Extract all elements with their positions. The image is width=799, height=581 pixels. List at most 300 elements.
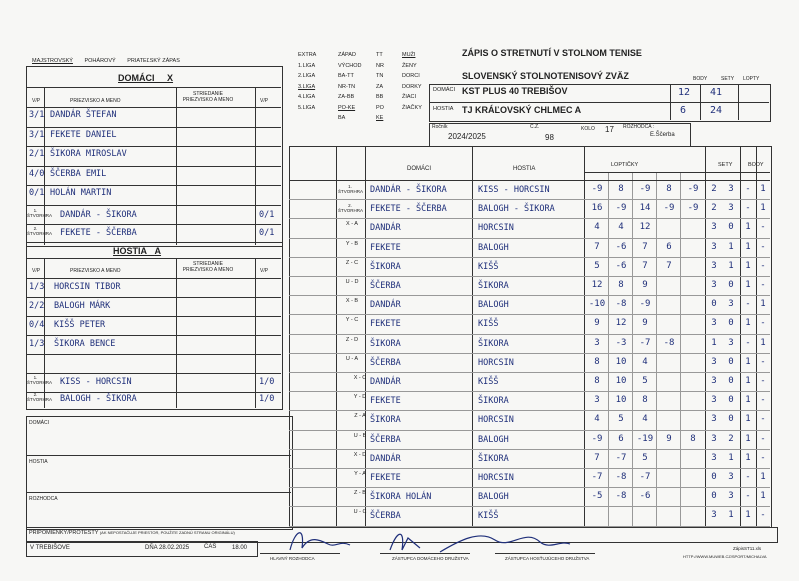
match-sets-home: 2 xyxy=(711,184,717,194)
match-home-player: ŠIKORA HOLÁN xyxy=(370,492,432,503)
teams-col-line xyxy=(700,84,701,120)
away-player-score: 1/3 xyxy=(29,282,45,292)
league-option: PO xyxy=(376,104,384,111)
away-title: HOSTIA A xyxy=(113,246,162,256)
cz-label: Č.Z. xyxy=(530,124,540,130)
match-points-away: - xyxy=(760,222,766,233)
match-row-line xyxy=(289,295,770,296)
league-option: BA xyxy=(338,115,346,121)
match-row-line xyxy=(289,372,770,373)
match-sets-away: 0 xyxy=(728,395,734,406)
match-points-away: - xyxy=(760,433,766,444)
match-points-home: - xyxy=(745,184,751,194)
match-sets-home: 3 xyxy=(711,452,717,463)
competition-priatelsky: PRIATEĽSKÝ ZÁPAS xyxy=(127,58,180,64)
match-away-player: KIŠŠ xyxy=(478,261,499,272)
match-points-away: - xyxy=(760,318,766,329)
home-col-name: PRIEZVISKO A MENO xyxy=(70,98,121,104)
match-game-score: 4 xyxy=(642,356,648,367)
match-row-line xyxy=(289,391,770,392)
home-row-line xyxy=(26,185,281,186)
away-row-line xyxy=(26,335,281,336)
match-sets-home: 0 xyxy=(711,299,717,310)
match-game-score: -9 xyxy=(615,203,627,214)
matches-sub-col-line xyxy=(680,172,681,526)
match-row-line xyxy=(289,218,770,219)
match-points-home: - xyxy=(745,472,751,482)
home-row-line xyxy=(26,166,281,167)
matches-col-line xyxy=(365,146,366,526)
match-code: Z - D xyxy=(345,336,359,343)
match-sets-home: 3 xyxy=(711,241,717,252)
home-label: DOMÁCI xyxy=(433,87,455,93)
match-game-score: 8 xyxy=(666,184,672,194)
notes-line xyxy=(26,492,291,493)
match-game-score: 10 xyxy=(615,356,627,367)
notes-line xyxy=(26,455,291,456)
home-title: DOMÁCI X xyxy=(118,73,174,83)
away-doubles-name: BALOGH - ŠIKORA xyxy=(60,394,137,404)
home-player-name: FEKETE DANIEL xyxy=(50,129,117,140)
match-game-score: -9 xyxy=(687,184,699,194)
col-lopty: LOPTY xyxy=(743,76,760,82)
match-game-score: 16 xyxy=(591,203,603,214)
matches-col-body: BODY xyxy=(748,162,764,168)
home-body: 12 xyxy=(678,87,691,98)
match-game-score: -8 xyxy=(615,472,627,482)
match-row-line xyxy=(289,314,770,315)
match-points-home: 1 xyxy=(745,452,751,463)
match-away-player: ŠIKORA xyxy=(478,338,509,349)
match-sets-away: 0 xyxy=(728,356,734,367)
match-game-score: -7 xyxy=(639,337,651,348)
match-home-player: DANDÁR - ŠIKORA xyxy=(370,185,447,195)
match-points-home: - xyxy=(745,299,751,310)
match-game-score: 7 xyxy=(642,241,648,252)
match-points-away: - xyxy=(760,241,766,252)
match-row-line xyxy=(289,468,770,469)
away-player-score: 1/3 xyxy=(29,339,45,349)
match-away-player: ŠIKORA xyxy=(478,281,509,291)
match-game-score: -9 xyxy=(639,184,651,194)
home-doubles-label: 2. ŠTVORHRA xyxy=(27,226,53,236)
away-body: 6 xyxy=(680,105,687,116)
match-sets-away: 3 xyxy=(728,184,734,194)
away-player-name: HORCSIN TIBOR xyxy=(54,282,121,292)
cz-value: 98 xyxy=(545,133,554,142)
away-row-line xyxy=(26,316,281,317)
away-row-line xyxy=(26,373,281,374)
match-points-away: - xyxy=(760,280,766,290)
home-player-score: 4/0 xyxy=(29,168,45,179)
away-player-name: ŠIKORA BENCE xyxy=(54,339,116,349)
match-sets-home: 3 xyxy=(711,318,717,329)
home-doubles-name: FEKETE - ŠČERBA xyxy=(60,228,137,238)
match-points-home: 1 xyxy=(745,241,751,252)
match-game-score: -9 xyxy=(591,184,603,194)
rozhodca-value: E.Ščerba xyxy=(650,132,675,138)
match-away-player: HORCSIN xyxy=(478,473,514,483)
away-doubles-score: 1/0 xyxy=(259,394,275,404)
match-sets-away: 1 xyxy=(728,510,734,521)
match-away-player: BALOGH xyxy=(478,434,509,445)
match-code: X - D xyxy=(353,451,367,458)
home-col-vp2: V/P xyxy=(260,98,269,104)
league-option: EXTRA xyxy=(298,52,317,58)
home-player-score: 0/1 xyxy=(29,188,45,198)
rocnik-value: 2024/2025 xyxy=(448,132,486,141)
home-doubles-score: 0/1 xyxy=(259,210,275,220)
match-home-player: ŠČERBA xyxy=(370,357,401,368)
match-sets-home: 3 xyxy=(711,222,717,233)
signature-away xyxy=(440,536,570,552)
match-game-score: 7 xyxy=(642,260,648,271)
match-game-score: 7 xyxy=(594,452,600,463)
match-row-line xyxy=(289,257,770,258)
matches-col-line xyxy=(472,146,473,526)
away-row-line xyxy=(26,392,281,393)
league-option: 1.LIGA xyxy=(298,62,316,69)
match-home-player: ŠČERBA xyxy=(370,511,401,522)
match-away-player: ŠIKORA xyxy=(478,396,509,407)
match-game-score: -8 xyxy=(663,337,675,348)
footer-time: ČAS xyxy=(204,544,217,550)
league-option: ŽIACI xyxy=(402,94,417,100)
competition-poharovy: POHÁROVÝ xyxy=(84,58,116,64)
match-game-score: 8 xyxy=(642,395,648,406)
match-away-player: KIŠŠ xyxy=(478,319,499,330)
match-home-player: DANDÁR xyxy=(370,300,401,311)
match-game-score: 4 xyxy=(618,222,624,233)
match-game-score: 10 xyxy=(615,376,627,386)
home-sety: 41 xyxy=(710,87,723,98)
home-doubles-score: 0/1 xyxy=(259,228,275,238)
away-doubles-label: 2. ŠTVORHRA xyxy=(27,392,53,402)
form-code: ZápisST11.xls xyxy=(733,546,762,551)
footer-date: DŇA 28.02.2025 xyxy=(145,545,190,551)
match-game-score: -5 xyxy=(591,491,603,502)
match-game-score: 9 xyxy=(666,433,672,444)
home-player-score: 2/1 xyxy=(29,149,45,159)
home-doubles-label: 1. ŠTVORHRA xyxy=(27,208,53,218)
match-points-home: - xyxy=(745,203,751,214)
match-game-score: -3 xyxy=(615,337,627,348)
match-home-player: FEKETE xyxy=(370,396,401,407)
match-game-score: 12 xyxy=(591,280,603,290)
signature-home xyxy=(390,534,420,550)
match-points-away: - xyxy=(760,395,766,406)
protest-label: PRIPOMIENKY/PROTESTY (AK NEPOSTAČUJE PRIESTOR, POUŽITE ZADNÚ STRANU ORIGINÁLU) xyxy=(29,530,235,536)
match-code: U - B xyxy=(353,432,367,439)
match-points-away: - xyxy=(760,260,766,271)
match-sets-away: 3 xyxy=(728,491,734,502)
competition-majstrovsky: MAJSTROVSKÝ xyxy=(32,58,73,64)
home-row-line xyxy=(26,224,281,225)
match-points-home: 1 xyxy=(745,280,751,290)
away-row-line xyxy=(26,354,281,355)
match-row-line xyxy=(289,199,770,200)
match-game-score: 8 xyxy=(618,184,624,194)
matches-sub-col-line xyxy=(656,172,657,526)
union-name: SLOVENSKÝ STOLNOTENISOVÝ ZVÄZ xyxy=(462,71,629,81)
league-option: TN xyxy=(376,73,384,79)
form-url: HTTP://WWW.MUWEB.CZ/SPORT/MICHALVA xyxy=(683,554,767,559)
match-sets-away: 0 xyxy=(728,414,734,425)
rozhodca-label: ROZHODCA : xyxy=(623,124,655,130)
match-home-player: DANDÁR xyxy=(370,223,401,234)
match-home-player: FEKETE xyxy=(370,473,401,483)
kolo-label: KOLO xyxy=(581,126,595,132)
match-game-score: -8 xyxy=(615,299,627,310)
notes-hostia: HOSTIA xyxy=(29,459,48,465)
match-game-score: 7 xyxy=(666,260,672,271)
match-points-away: - xyxy=(760,414,766,425)
match-game-score: -7 xyxy=(639,472,651,482)
match-game-score: 9 xyxy=(642,318,648,329)
match-code: X - A xyxy=(346,221,358,228)
league-option: NR-TN xyxy=(338,83,356,90)
league-option: 4.LIGA xyxy=(298,94,316,100)
match-row-line xyxy=(289,410,770,411)
match-sets-away: 3 xyxy=(728,472,734,482)
away-col-line xyxy=(176,258,177,408)
matches-col-lopticky: LOPTIČKY xyxy=(611,162,639,168)
away-header-line xyxy=(26,258,281,259)
match-away-player: BALOGH xyxy=(478,300,509,311)
match-game-score: 5 xyxy=(642,376,648,386)
match-points-home: 1 xyxy=(745,395,751,406)
league-option: BB xyxy=(376,94,384,100)
league-option: 5.LIGA xyxy=(298,104,316,111)
match-away-player: BALOGH - ŠIKORA xyxy=(478,204,555,215)
home-player-score: 3/1 xyxy=(29,110,45,120)
match-sets-home: 3 xyxy=(711,260,717,271)
away-col-name: PRIEZVISKO A MENO xyxy=(70,268,121,274)
league-option: ZÁPAD xyxy=(338,52,356,58)
match-away-player: HORCSIN xyxy=(478,415,514,426)
match-game-score: 8 xyxy=(594,356,600,367)
match-sets-away: 1 xyxy=(728,452,734,463)
match-code: Y - A xyxy=(354,471,366,477)
home-col-sub: STRIEDANIE PRIEZVISKO A MENO xyxy=(182,91,234,103)
match-game-score: 4 xyxy=(642,414,648,425)
match-sets-home: 3 xyxy=(711,395,717,406)
match-game-score: 9 xyxy=(594,318,600,329)
match-points-home: - xyxy=(745,337,751,348)
match-points-away: 1 xyxy=(760,472,766,482)
match-row-line xyxy=(289,526,770,527)
competition-types xyxy=(32,58,180,64)
match-row-line xyxy=(289,506,770,507)
match-sets-home: 1 xyxy=(711,337,717,348)
match-code: Y - C xyxy=(345,317,359,324)
match-game-score: -6 xyxy=(615,260,627,271)
match-points-home: 1 xyxy=(745,222,751,233)
match-away-player: KISS - HORCSIN xyxy=(478,185,550,195)
match-home-player: ŠIKORA xyxy=(370,415,401,426)
match-points-away: 1 xyxy=(760,203,766,214)
match-code: U - A xyxy=(345,355,359,362)
league-option: TT xyxy=(376,52,383,58)
away-doubles-label: 1. ŠTVORHRA xyxy=(27,375,53,385)
match-points-home: 1 xyxy=(745,376,751,386)
away-col-vp: V/P xyxy=(32,268,41,274)
match-row-line xyxy=(289,334,770,335)
match-sets-home: 3 xyxy=(711,414,717,425)
match-home-player: ŠIKORA xyxy=(370,261,401,272)
match-sets-away: 3 xyxy=(728,299,734,310)
match-sets-away: 3 xyxy=(728,203,734,214)
match-game-score: -9 xyxy=(591,433,603,444)
match-row-line xyxy=(289,487,770,488)
match-code: Y - D xyxy=(353,394,367,401)
match-code: 2. ŠTVORHRA xyxy=(338,203,364,214)
footer-time-value: 18.00 xyxy=(232,545,248,551)
league-option: 2.LIGA xyxy=(298,73,316,79)
kolo-value: 17 xyxy=(605,125,614,134)
match-away-player: ŠIKORA xyxy=(478,453,509,464)
page-title: ZÁPIS O STRETNUTÍ V STOLNOM TENISE xyxy=(462,48,642,58)
match-sets-home: 0 xyxy=(711,472,717,482)
home-row-line xyxy=(26,205,281,206)
home-doubles-name: DANDÁR - ŠIKORA xyxy=(60,210,137,220)
match-home-player: FEKETE xyxy=(370,319,401,330)
league-option: BA-TT xyxy=(338,73,354,79)
match-row-line xyxy=(289,430,770,431)
matches-sub-col-line xyxy=(608,172,609,526)
match-sets-home: 3 xyxy=(711,433,717,444)
home-player-name: DANDÁR ŠTEFAN xyxy=(50,110,117,120)
away-col-line xyxy=(44,258,45,408)
match-home-player: DANDÁR xyxy=(370,377,401,387)
match-code: Z - B xyxy=(354,490,366,497)
away-row-line xyxy=(26,297,281,298)
home-player-name: HOLÁN MARTIN xyxy=(50,188,112,198)
match-code: Z - A xyxy=(354,413,366,420)
match-points-away: - xyxy=(760,510,766,521)
match-home-player: ŠČERBA xyxy=(370,434,401,445)
match-points-home: 1 xyxy=(745,414,751,425)
league-option: ŽIAČKY xyxy=(402,104,422,111)
home-player-name: ŠČERBA EMIL xyxy=(50,168,107,179)
home-player-score: 3/1 xyxy=(29,129,45,140)
home-row-line xyxy=(26,146,281,147)
match-game-score: -9 xyxy=(687,203,699,214)
league-option: ZA-BB xyxy=(338,94,355,100)
matches-col-hostia: HOSTIA xyxy=(513,166,536,172)
match-game-score: 6 xyxy=(666,241,672,252)
home-col-line xyxy=(255,87,256,245)
match-game-score: 12 xyxy=(615,318,627,329)
league-option: ZA xyxy=(376,83,384,90)
match-game-score: -6 xyxy=(639,491,651,502)
match-points-away: 1 xyxy=(760,337,766,348)
match-game-score: 12 xyxy=(639,222,651,233)
match-code: 1. ŠTVORHRA xyxy=(338,184,364,194)
notes-box xyxy=(26,416,293,530)
match-points-home: 1 xyxy=(745,318,751,329)
match-game-score: 5 xyxy=(594,260,600,271)
away-player-score: 2/2 xyxy=(29,301,45,311)
match-sets-home: 0 xyxy=(711,491,717,502)
home-col-line xyxy=(176,87,177,245)
match-code: Z - C xyxy=(345,259,359,266)
match-game-score: 8 xyxy=(690,433,696,444)
match-row-line xyxy=(289,449,770,450)
home-header-line xyxy=(26,87,281,88)
match-sets-away: 0 xyxy=(728,280,734,290)
match-row-line xyxy=(289,238,770,239)
match-sets-home: 3 xyxy=(711,510,717,521)
match-game-score: 8 xyxy=(594,376,600,386)
match-game-score: -6 xyxy=(615,241,627,252)
match-sets-away: 0 xyxy=(728,376,734,386)
match-home-player: FEKETE - ŠČERBA xyxy=(370,204,447,215)
match-game-score: 8 xyxy=(618,280,624,290)
away-col-sub: STRIEDANIE PRIEZVISKO A MENO xyxy=(182,261,234,273)
match-sets-home: 3 xyxy=(711,376,717,386)
match-game-score: 5 xyxy=(642,452,648,463)
match-game-score: -19 xyxy=(636,433,654,444)
away-player-name: BALOGH MÁRK xyxy=(54,301,111,311)
match-sets-away: 0 xyxy=(728,318,734,329)
teams-col-line xyxy=(738,84,739,120)
match-game-score: 7 xyxy=(594,241,600,252)
matches-sub-col-line xyxy=(632,172,633,526)
sig-referee: HLAVNÝ ROZHODCA xyxy=(270,556,315,561)
match-home-player: ŠČERBA xyxy=(370,281,401,291)
away-row-line xyxy=(26,278,281,279)
league-option: VÝCHOD xyxy=(338,62,362,69)
sig-home: ZÁSTUPCA DOMÁCEHO DRUŽSTVA xyxy=(392,556,469,561)
match-away-player: HORCSIN xyxy=(478,223,514,234)
match-points-away: - xyxy=(760,356,766,367)
home-col-vp: V/P xyxy=(32,98,41,104)
league-option: NR xyxy=(376,62,384,69)
match-game-score: 6 xyxy=(618,433,624,444)
away-doubles-name: KISS - HORCSIN xyxy=(60,377,132,387)
match-home-player: ŠIKORA xyxy=(370,338,401,349)
matches-col-sety: SETY xyxy=(718,162,733,168)
match-points-away: 1 xyxy=(760,491,766,502)
match-game-score: -8 xyxy=(615,491,627,502)
match-sets-home: 3 xyxy=(711,280,717,290)
league-option: 3.LIGA xyxy=(298,83,316,90)
match-code: Y - B xyxy=(345,240,359,247)
match-sets-away: 3 xyxy=(728,337,734,348)
match-points-away: - xyxy=(760,452,766,463)
matches-sub-header-line xyxy=(584,172,770,173)
match-away-player: KIŠŠ xyxy=(478,377,499,387)
away-sety: 24 xyxy=(710,105,723,116)
home-row-line xyxy=(26,107,281,108)
match-game-score: -7 xyxy=(615,452,627,463)
matches-col-line xyxy=(584,146,585,526)
league-option: PO-KE xyxy=(338,104,356,111)
league-option: DORKY xyxy=(402,83,422,90)
match-sets-away: 1 xyxy=(728,260,734,271)
match-points-away: 1 xyxy=(760,184,766,194)
teams-col-line xyxy=(670,84,671,120)
matches-header-line xyxy=(289,180,770,181)
away-col-line xyxy=(255,258,256,408)
match-game-score: -9 xyxy=(639,299,651,310)
match-sets-away: 2 xyxy=(728,433,734,444)
match-game-score: 9 xyxy=(642,280,648,290)
match-game-score: -7 xyxy=(591,472,603,482)
match-code: X - C xyxy=(353,375,367,381)
away-col-vp2: V/P xyxy=(260,268,269,274)
